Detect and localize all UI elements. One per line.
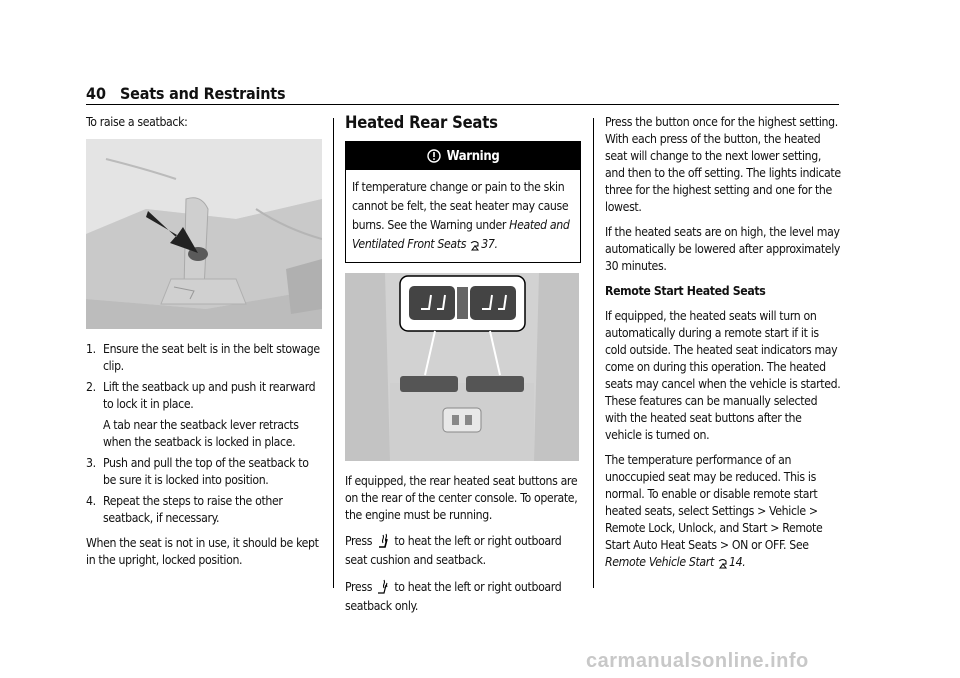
watermark: carmanualsonline.info bbox=[586, 650, 809, 672]
page-number: 40 bbox=[86, 84, 107, 103]
warning-box bbox=[345, 141, 581, 263]
page-reference-icon bbox=[470, 240, 480, 252]
warning-header bbox=[346, 142, 580, 170]
seat-cushion-heat-icon bbox=[376, 533, 390, 549]
heading-heated-rear-seats: Heated Rear Seats bbox=[345, 113, 498, 132]
page-header bbox=[86, 84, 839, 106]
warning-title: Warning bbox=[446, 148, 500, 164]
paragraph: The temperature performance of an unoccupied seat may be reduced. This is normal. To enable or disable remote start heated seats, select Settings > Vehicle > Remote Lock, Unlock, and Start > Remote Start Auto Heat Seats > ON or OFF. See Remote Vehicle Start 14. bbox=[605, 453, 823, 569]
column-divider bbox=[593, 118, 594, 588]
paragraph: If equipped, the rear heated seat buttons are on the rear of the center console. To operate, the engine must be running. bbox=[345, 474, 578, 522]
paragraph: Press to heat the left or right outboard seat cushion and seatback. bbox=[345, 534, 562, 567]
paragraph: If equipped, the heated seats will turn on automatically during a remote start if it is cold outside. The heated seat indicators may come on during this operation. The heated seats may cancel when the vehicle is started. These features can be manually selected with the heated seat buttons after the vehicle is turned on. bbox=[605, 309, 841, 442]
rear-console-figure bbox=[345, 273, 579, 461]
column-middle bbox=[345, 114, 581, 624]
paragraph: Press the button once for the highest setting. With each press of the button, the heated seat will change to the next lower setting, and then to the off setting. The lights indicate three for the highest setting and one for the lowest. bbox=[605, 115, 841, 214]
paragraph: If the heated seats are on high, the level may automatically be lowered after approximately 30 minutes. bbox=[605, 225, 841, 273]
reference-link[interactable]: Heated and Ventilated Front Seats bbox=[352, 218, 570, 251]
seatback-heat-icon bbox=[376, 579, 390, 595]
seatback-lever-figure bbox=[86, 139, 322, 329]
steps-list bbox=[86, 341, 322, 527]
warning-text: If temperature change or pain to the skin cannot be felt, the seat heater may cause burns. See the Warning under Heated and Ventilated Front Seats 37. bbox=[352, 180, 570, 251]
section-title: Seats and Restraints bbox=[120, 84, 286, 103]
step-item: 4. Repeat the steps to raise the other seatback, if necessary. bbox=[86, 494, 283, 525]
reference-link[interactable]: Remote Vehicle Start bbox=[605, 555, 714, 569]
page-reference-icon bbox=[718, 558, 728, 570]
step-note: A tab near the seatback lever retracts when the seatback is locked in place. bbox=[103, 418, 299, 449]
closing-text: When the seat is not in use, it should be kept in the upright, locked position. bbox=[86, 536, 319, 567]
column-divider bbox=[333, 118, 334, 588]
header-rule bbox=[86, 104, 839, 105]
column-right bbox=[605, 114, 841, 579]
step-item: 3. Push and pull the top of the seatback to be sure it is locked into position. bbox=[86, 456, 309, 487]
step-item: 2. Lift the seatback up and push it rearward to lock it in place. A tab near the seatback lever retracts when the seatback is locked in place. bbox=[86, 379, 322, 451]
intro-text: To raise a seatback: bbox=[86, 115, 188, 129]
column-left bbox=[86, 114, 322, 577]
subheading-remote-start: Remote Start Heated Seats bbox=[605, 284, 766, 298]
paragraph: Press to heat the left or right outboard seatback only. bbox=[345, 580, 562, 613]
warning-triangle-icon bbox=[427, 149, 441, 163]
step-item: 1. Ensure the seat belt is in the belt stowage clip. bbox=[86, 342, 320, 373]
